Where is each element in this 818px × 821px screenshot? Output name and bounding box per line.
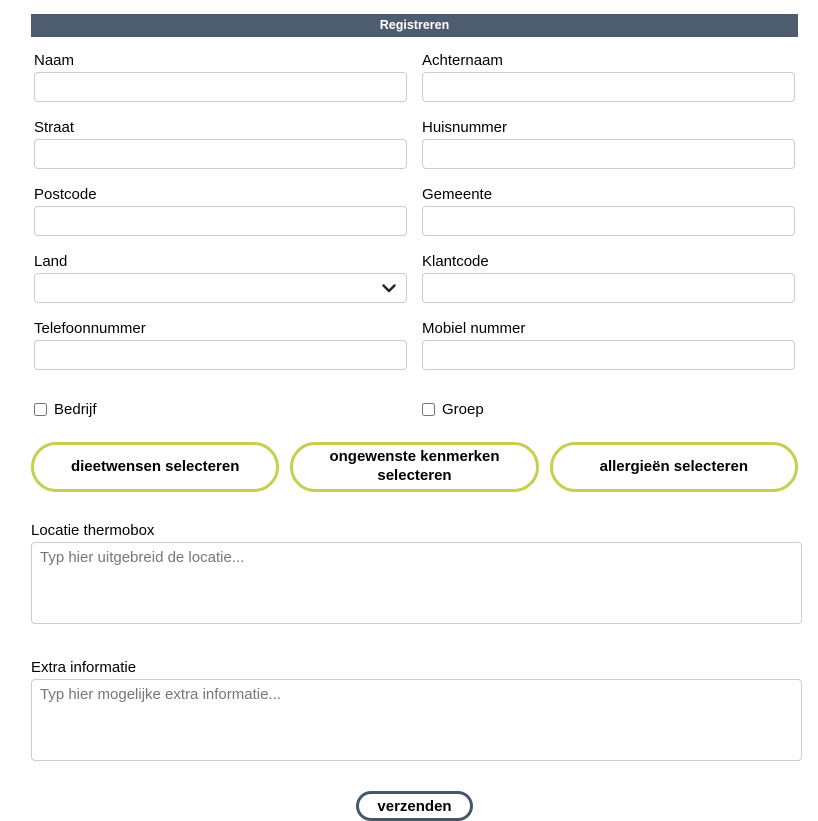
land-label: Land [34, 253, 68, 270]
straat-input[interactable] [34, 139, 407, 169]
gemeente-label: Gemeente [422, 186, 493, 203]
submit-button[interactable]: verzenden [356, 791, 472, 821]
field-land [34, 253, 407, 303]
fields-grid [31, 52, 798, 387]
straat-label: Straat [34, 119, 75, 136]
field-naam [34, 52, 407, 102]
bedrijf-checkbox[interactable] [34, 403, 47, 416]
groep-checkbox-item[interactable] [422, 401, 795, 418]
checkbox-row [31, 401, 798, 418]
field-postcode [34, 186, 407, 236]
klantcode-input[interactable] [422, 273, 795, 303]
selector-buttons-row [31, 442, 798, 492]
telefoonnummer-label: Telefoonnummer [34, 320, 146, 337]
field-klantcode [422, 253, 795, 303]
extra-informatie-block [31, 659, 798, 766]
mobiel-nummer-label: Mobiel nummer [422, 320, 526, 337]
locatie-thermobox-block [31, 522, 798, 629]
klantcode-label: Klantcode [422, 253, 489, 270]
registration-form [31, 14, 798, 821]
form-title: Registreren [31, 14, 798, 37]
field-mobiel-nummer [422, 320, 795, 370]
huisnummer-label: Huisnummer [422, 119, 508, 136]
allergieen-select-button[interactable]: allergieën selecteren [550, 442, 798, 492]
bedrijf-checkbox-label: Bedrijf [54, 401, 97, 418]
naam-label: Naam [34, 52, 75, 69]
field-telefoonnummer [34, 320, 407, 370]
mobiel-nummer-input[interactable] [422, 340, 795, 370]
achternaam-label: Achternaam [422, 52, 503, 69]
field-gemeente [422, 186, 795, 236]
submit-row [31, 791, 798, 821]
land-select-wrap [34, 273, 407, 303]
field-straat [34, 119, 407, 169]
huisnummer-input[interactable] [422, 139, 795, 169]
extra-informatie-textarea[interactable] [31, 679, 802, 761]
bedrijf-checkbox-item[interactable] [34, 401, 407, 418]
telefoonnummer-input[interactable] [34, 340, 407, 370]
field-huisnummer [422, 119, 795, 169]
field-achternaam [422, 52, 795, 102]
locatie-thermobox-textarea[interactable] [31, 542, 802, 624]
gemeente-input[interactable] [422, 206, 795, 236]
ongewenste-kenmerken-select-button[interactable]: ongewenste kenmerken selecteren [290, 442, 538, 492]
groep-checkbox[interactable] [422, 403, 435, 416]
land-select[interactable] [34, 273, 407, 303]
naam-input[interactable] [34, 72, 407, 102]
locatie-thermobox-label: Locatie thermobox [31, 522, 155, 539]
extra-informatie-label: Extra informatie [31, 659, 137, 676]
achternaam-input[interactable] [422, 72, 795, 102]
postcode-label: Postcode [34, 186, 97, 203]
postcode-input[interactable] [34, 206, 407, 236]
groep-checkbox-label: Groep [442, 401, 484, 418]
dieetwensen-select-button[interactable]: dieetwensen selecteren [31, 442, 279, 492]
